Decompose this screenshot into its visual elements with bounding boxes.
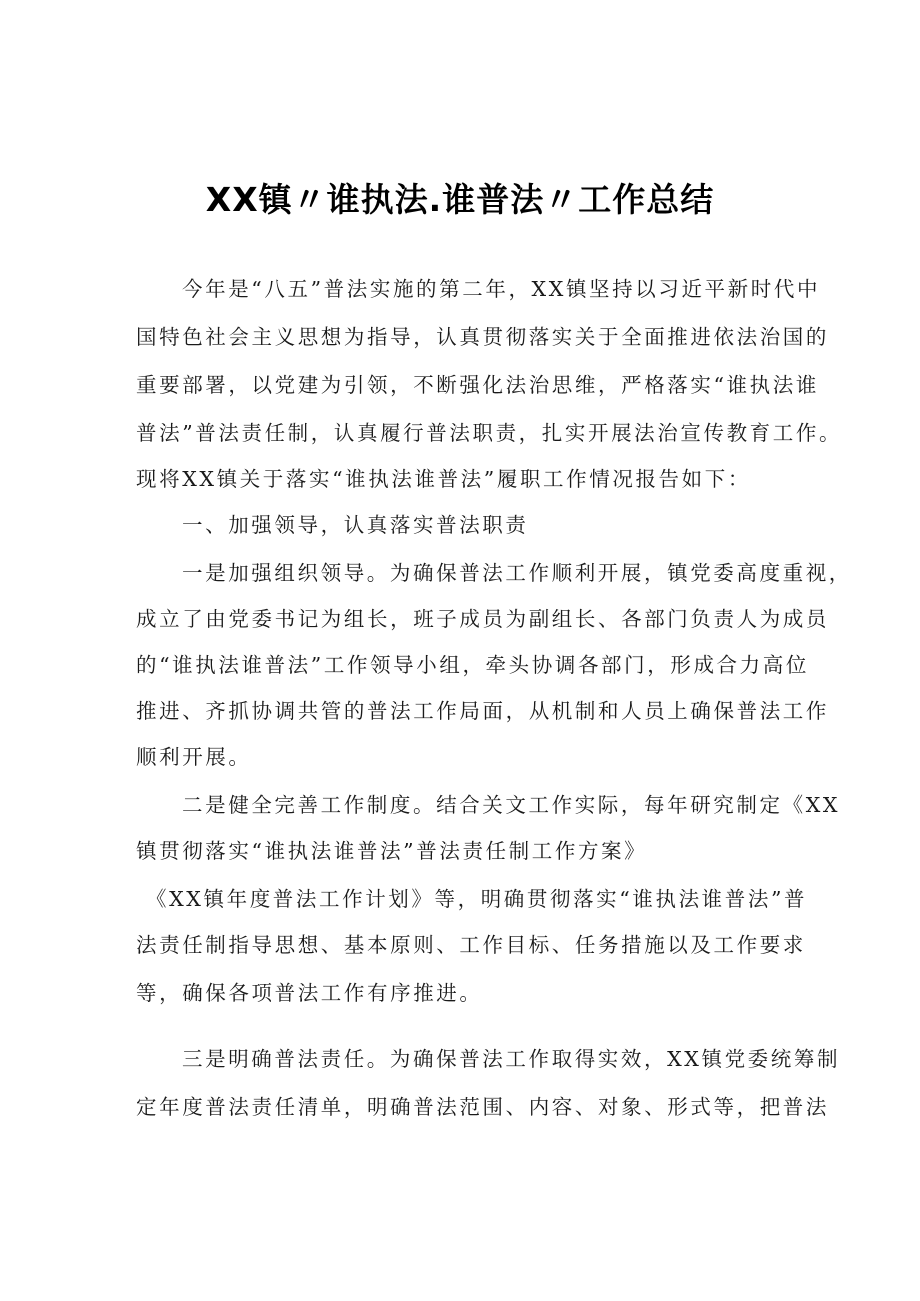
paragraph-line: 《XX镇年度普法工作计划》等，明确贯彻落实“谁执法谁普法”普 [146, 887, 808, 911]
section-heading: 一、加强领导，认真落实普法职责 [182, 513, 529, 537]
paragraph-line: 顺利开展。 [136, 745, 252, 769]
paragraph-line: 一是加强组织领导。为确保普法工作顺利开展，镇党委高度重视， [182, 561, 852, 585]
paragraph-line: 重要部署，以党建为引领，不断强化法治思维，严格落实“谁执法谁 [136, 373, 819, 397]
paragraph-line: 成立了由党委书记为组长，班子成员为副组长、各部门负责人为成员 [136, 607, 829, 631]
paragraph-line: 今年是“八五”普法实施的第二年，XX镇坚持以习近平新时代中 [182, 277, 821, 301]
paragraph-line: 定年度普法责任清单，明确普法范围、内容、对象、形式等，把普法 [136, 1095, 829, 1119]
paragraph-line: 三是明确普法责任。为确保普法工作取得实效，XX镇党委统筹制 [182, 1047, 841, 1071]
paragraph-line: 法责任制指导思想、基本原则、工作目标、任务措施以及工作要求 [136, 933, 806, 957]
paragraph-line: 等，确保各项普法工作有序推进。 [136, 981, 483, 1005]
paragraph-line: 二是健全完善工作制度。结合关文工作实际，每年研究制定《XX [182, 793, 841, 817]
paragraph-line: 普法”普法责任制，认真履行普法职责，扎实开展法治宣传教育工作。 [136, 421, 843, 445]
paragraph-line: 推进、齐抓协调共管的普法工作局面，从机制和人员上确保普法工作 [136, 699, 829, 723]
document-title: XX镇〃谁执法.谁普法〃工作总结 [205, 180, 715, 219]
paragraph-line: 现将XX镇关于落实“谁执法谁普法”履职工作情况报告如下： [136, 467, 751, 491]
paragraph-line: 国特色社会主义思想为指导，认真贯彻落实关于全面推进依法治国的 [136, 325, 829, 349]
paragraph-line: 的“谁执法谁普法”工作领导小组，牵头协调各部门，形成合力高位 [136, 653, 809, 677]
paragraph-line: 镇贯彻落实“谁执法谁普法”普法责任制工作方案》 [136, 839, 648, 863]
